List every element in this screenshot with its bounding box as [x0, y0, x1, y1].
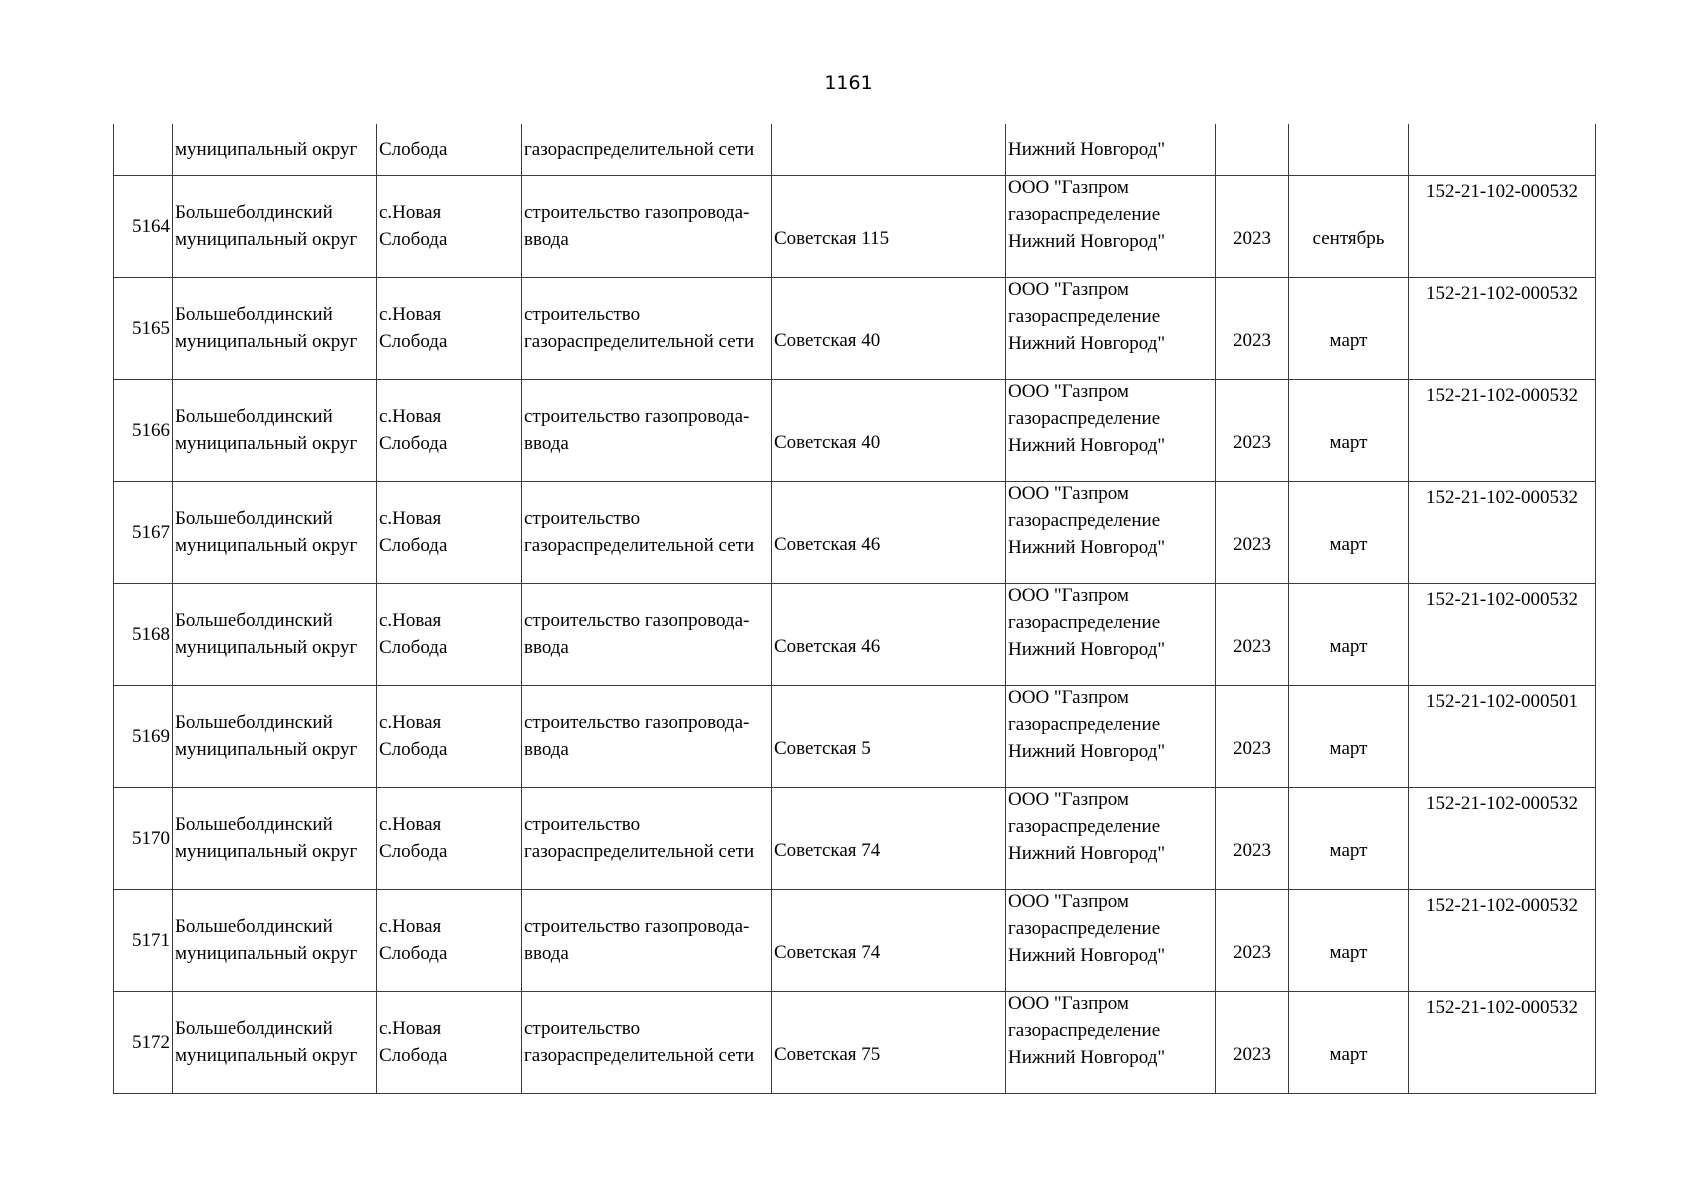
code-cell	[1409, 787, 1596, 889]
district-line-1: Большеболдинский	[175, 304, 333, 325]
operator-cell	[1006, 787, 1216, 889]
address-cell	[772, 379, 1006, 481]
operator-cell	[1006, 175, 1216, 277]
work-line-1: строительство газопровода-	[524, 202, 750, 223]
address-text: Советская 74	[774, 839, 881, 861]
work-line-1: строительство	[524, 814, 641, 835]
operator-line-2: газораспределение	[1008, 917, 1161, 939]
district-line-2: муниципальный округ	[175, 1045, 358, 1066]
row-number-cell	[114, 787, 173, 889]
operator-text	[1008, 685, 1213, 765]
row-number: 5168	[132, 623, 170, 645]
settlement-line-1: с.Новая	[379, 1018, 442, 1039]
table-row	[114, 277, 1596, 379]
operator-line-1: ООО "Газпром	[1008, 176, 1129, 198]
work-type-cell	[522, 991, 772, 1093]
table-row	[114, 787, 1596, 889]
code-cell	[1409, 991, 1596, 1093]
year-text: 2023	[1233, 1043, 1271, 1065]
month-text: март	[1329, 737, 1368, 759]
operator-line-2: газораспределение	[1008, 305, 1161, 327]
operator-text	[1008, 379, 1213, 459]
settlement-line-1: с.Новая	[379, 814, 442, 835]
work-line-2: газораспределительной сети	[524, 535, 755, 556]
operator-line-1: ООО "Газпром	[1008, 278, 1129, 300]
district-cell	[173, 583, 377, 685]
row-number-cell	[114, 124, 173, 175]
district-line-2: муниципальный округ	[175, 739, 358, 760]
district-cell	[173, 889, 377, 991]
work-line-2: ввода	[524, 433, 569, 454]
settlement-line-1: с.Новая	[379, 712, 442, 733]
code-text: 152-21-102-000532	[1426, 283, 1578, 304]
code-cell	[1409, 889, 1596, 991]
operator-cell	[1006, 277, 1216, 379]
row-number-cell	[114, 277, 173, 379]
operator-text	[1008, 889, 1213, 969]
district-line-1: Большеболдинский	[175, 916, 333, 937]
year-cell	[1216, 787, 1289, 889]
settlement-line-1: с.Новая	[379, 202, 442, 223]
operator-line-1: ООО "Газпром	[1008, 482, 1129, 504]
operator-line-2: газораспределение	[1008, 611, 1161, 633]
row-number: 5170	[132, 827, 170, 849]
month-cell	[1289, 685, 1409, 787]
work-type-cell	[522, 685, 772, 787]
operator-line-3: Нижний Новгород"	[1008, 230, 1166, 252]
month-cell	[1289, 481, 1409, 583]
work-type-cell	[522, 481, 772, 583]
row-number-cell	[114, 685, 173, 787]
district-cell	[173, 379, 377, 481]
operator-text	[1008, 277, 1213, 357]
year-cell	[1216, 991, 1289, 1093]
address-cell	[772, 889, 1006, 991]
operator-line-1: ООО "Газпром	[1008, 686, 1129, 708]
district-line-2: муниципальный округ	[175, 535, 358, 556]
row-number-cell	[114, 991, 173, 1093]
operator-line-1: ООО "Газпром	[1008, 890, 1129, 912]
year-cell	[1216, 685, 1289, 787]
work-line-1: строительство газопровода-	[524, 610, 750, 631]
work-line-1: строительство газопровода-	[524, 712, 750, 733]
month-cell	[1289, 277, 1409, 379]
row-number-cell	[114, 583, 173, 685]
district-line-2: муниципальный округ	[175, 943, 358, 964]
row-number: 5169	[132, 725, 170, 747]
address-cell	[772, 175, 1006, 277]
settlement-cell	[377, 685, 522, 787]
operator-line-3: Нижний Новгород"	[1008, 944, 1166, 966]
settlement-cell	[377, 481, 522, 583]
year-cell	[1216, 124, 1289, 175]
operator-cell: Нижний Новгород"	[1006, 124, 1216, 175]
district-cell	[173, 481, 377, 583]
settlement-cell: Слобода	[377, 124, 522, 175]
settlement-line-2: Слобода	[379, 943, 448, 964]
year-text: 2023	[1233, 431, 1271, 453]
address-text: Советская 40	[774, 431, 881, 453]
operator-line-3: Нижний Новгород"	[1008, 434, 1166, 456]
settlement-cell	[377, 583, 522, 685]
row-number-cell	[114, 175, 173, 277]
code-text: 152-21-102-000532	[1426, 589, 1578, 610]
work-line-2: газораспределительной сети	[524, 331, 755, 352]
code-text: 152-21-102-000532	[1426, 895, 1578, 916]
row-number: 5171	[132, 929, 170, 951]
operator-text	[1008, 175, 1213, 255]
settlement-cell	[377, 787, 522, 889]
district-line-1: Большеболдинский	[175, 508, 333, 529]
row-number: 5164	[132, 215, 170, 237]
work-type-cell	[522, 175, 772, 277]
operator-line-3: Нижний Новгород"	[1008, 1046, 1166, 1068]
table-row	[114, 583, 1596, 685]
district-line-2: муниципальный округ	[175, 331, 358, 352]
settlement-cell	[377, 379, 522, 481]
row-number: 5165	[132, 317, 170, 339]
year-cell	[1216, 481, 1289, 583]
address-text: Советская 40	[774, 329, 881, 351]
page-number: 1161	[824, 72, 873, 94]
work-line-1: строительство	[524, 508, 641, 529]
year-cell	[1216, 379, 1289, 481]
work-line-2: ввода	[524, 739, 569, 760]
district-line-1: Большеболдинский	[175, 202, 333, 223]
district-cell	[173, 787, 377, 889]
year-cell	[1216, 583, 1289, 685]
district-cell: муниципальный округ	[173, 124, 377, 175]
work-type-cell	[522, 379, 772, 481]
settlement-line-2: Слобода	[379, 229, 448, 250]
code-cell	[1409, 277, 1596, 379]
code-cell	[1409, 175, 1596, 277]
month-cell	[1289, 991, 1409, 1093]
table-row	[114, 889, 1596, 991]
work-type-cell	[522, 277, 772, 379]
address-cell	[772, 991, 1006, 1093]
registry-table	[113, 124, 1596, 1094]
work-type-cell	[522, 583, 772, 685]
work-line-2: ввода	[524, 229, 569, 250]
district-line-1: Большеболдинский	[175, 814, 333, 835]
month-text: март	[1329, 533, 1368, 555]
operator-text	[1008, 991, 1213, 1071]
operator-cell	[1006, 685, 1216, 787]
operator-cell	[1006, 991, 1216, 1093]
settlement-line-2: Слобода	[379, 841, 448, 862]
district-line-1: Большеболдинский	[175, 610, 333, 631]
address-cell	[772, 583, 1006, 685]
operator-cell	[1006, 889, 1216, 991]
row-number-cell	[114, 379, 173, 481]
code-cell	[1409, 124, 1596, 175]
settlement-line-2: Слобода	[379, 739, 448, 760]
code-text: 152-21-102-000532	[1426, 487, 1578, 508]
address-text: Советская 46	[774, 533, 881, 555]
district-cell	[173, 991, 377, 1093]
district-line-2: муниципальный округ	[175, 841, 358, 862]
settlement-line-2: Слобода	[379, 433, 448, 454]
operator-line-2: газораспределение	[1008, 815, 1161, 837]
operator-text	[1008, 583, 1213, 663]
address-text: Советская 115	[774, 227, 890, 249]
settlement-cell	[377, 991, 522, 1093]
district-cell	[173, 685, 377, 787]
month-cell	[1289, 379, 1409, 481]
month-text: март	[1329, 635, 1368, 657]
address-text: Советская 5	[774, 737, 871, 759]
settlement-line-2: Слобода	[379, 331, 448, 352]
row-number: 5172	[132, 1031, 170, 1053]
settlement-line-2: Слобода	[379, 1045, 448, 1066]
settlement-line-1: с.Новая	[379, 304, 442, 325]
operator-line-1: ООО "Газпром	[1008, 380, 1129, 402]
year-cell	[1216, 175, 1289, 277]
work-line-2: ввода	[524, 637, 569, 658]
work-type-cell: газораспределительной сети	[522, 124, 772, 175]
code-text: 152-21-102-000532	[1426, 385, 1578, 406]
district-line-2: муниципальный округ	[175, 433, 358, 454]
month-text: март	[1329, 1043, 1368, 1065]
settlement-cell	[377, 175, 522, 277]
operator-line-3: Нижний Новгород"	[1008, 842, 1166, 864]
operator-line-2: газораспределение	[1008, 713, 1161, 735]
settlement-line-1: с.Новая	[379, 508, 442, 529]
year-text: 2023	[1233, 941, 1271, 963]
row-number: 5166	[132, 419, 170, 441]
address-text: Советская 74	[774, 941, 881, 963]
month-cell	[1289, 787, 1409, 889]
district-line-2: муниципальный округ	[175, 229, 358, 250]
operator-line-3: Нижний Новгород"	[1008, 740, 1166, 762]
operator-line-3: Нижний Новгород"	[1008, 638, 1166, 660]
year-cell	[1216, 277, 1289, 379]
month-text: март	[1329, 329, 1368, 351]
month-text: сентябрь	[1312, 227, 1385, 249]
table-row	[114, 175, 1596, 277]
work-line-1: строительство газопровода-	[524, 916, 750, 937]
operator-text	[1008, 481, 1213, 561]
settlement-line-1: с.Новая	[379, 406, 442, 427]
month-cell	[1289, 583, 1409, 685]
work-line-2: газораспределительной сети	[524, 841, 755, 862]
address-cell	[772, 277, 1006, 379]
code-text: 152-21-102-000532	[1426, 997, 1578, 1018]
row-number-cell	[114, 889, 173, 991]
settlement-line-1: с.Новая	[379, 610, 442, 631]
row-number-cell	[114, 481, 173, 583]
work-type-cell	[522, 889, 772, 991]
month-text: март	[1329, 941, 1368, 963]
work-line-1: строительство газопровода-	[524, 406, 750, 427]
work-line-1: строительство	[524, 1018, 641, 1039]
code-text: 152-21-102-000501	[1426, 691, 1578, 712]
code-text: 152-21-102-000532	[1426, 181, 1578, 202]
operator-line-2: газораспределение	[1008, 509, 1161, 531]
operator-cell	[1006, 583, 1216, 685]
settlement-cell	[377, 889, 522, 991]
code-cell	[1409, 685, 1596, 787]
table-row	[114, 379, 1596, 481]
year-text: 2023	[1233, 737, 1271, 759]
operator-line-2: газораспределение	[1008, 203, 1161, 225]
year-text: 2023	[1233, 635, 1271, 657]
settlement-cell	[377, 277, 522, 379]
work-type-cell	[522, 787, 772, 889]
row-number: 5167	[132, 521, 170, 543]
table-row	[114, 685, 1596, 787]
address-cell	[772, 787, 1006, 889]
year-cell	[1216, 889, 1289, 991]
settlement-line-2: Слобода	[379, 637, 448, 658]
code-cell	[1409, 379, 1596, 481]
district-cell	[173, 277, 377, 379]
month-text: март	[1329, 839, 1368, 861]
year-text: 2023	[1233, 227, 1271, 249]
address-cell	[772, 481, 1006, 583]
year-text: 2023	[1233, 533, 1271, 555]
operator-line-1: ООО "Газпром	[1008, 992, 1129, 1014]
address-cell	[772, 124, 1006, 175]
work-line-2: ввода	[524, 943, 569, 964]
address-text: Советская 75	[774, 1043, 881, 1065]
district-line-1: Большеболдинский	[175, 1018, 333, 1039]
operator-line-3: Нижний Новгород"	[1008, 536, 1166, 558]
month-text: март	[1329, 431, 1368, 453]
operator-line-2: газораспределение	[1008, 1019, 1161, 1041]
operator-line-1: ООО "Газпром	[1008, 584, 1129, 606]
district-cell	[173, 175, 377, 277]
code-text: 152-21-102-000532	[1426, 793, 1578, 814]
operator-line-1: ООО "Газпром	[1008, 788, 1129, 810]
table-row	[114, 481, 1596, 583]
operator-cell	[1006, 379, 1216, 481]
code-cell	[1409, 481, 1596, 583]
settlement-line-1: с.Новая	[379, 916, 442, 937]
district-line-1: Большеболдинский	[175, 406, 333, 427]
address-text: Советская 46	[774, 635, 881, 657]
district-line-1: Большеболдинский	[175, 712, 333, 733]
month-cell	[1289, 124, 1409, 175]
operator-line-3: Нижний Новгород"	[1008, 332, 1166, 354]
work-line-1: строительство	[524, 304, 641, 325]
operator-cell	[1006, 481, 1216, 583]
year-text: 2023	[1233, 839, 1271, 861]
year-text: 2023	[1233, 329, 1271, 351]
settlement-line-2: Слобода	[379, 535, 448, 556]
operator-line-2: газораспределение	[1008, 407, 1161, 429]
code-cell	[1409, 583, 1596, 685]
month-cell	[1289, 889, 1409, 991]
address-cell	[772, 685, 1006, 787]
work-line-2: газораспределительной сети	[524, 1045, 755, 1066]
district-line-2: муниципальный округ	[175, 637, 358, 658]
month-cell	[1289, 175, 1409, 277]
continuation-row	[114, 124, 1596, 175]
table-row	[114, 991, 1596, 1093]
operator-text	[1008, 787, 1213, 867]
